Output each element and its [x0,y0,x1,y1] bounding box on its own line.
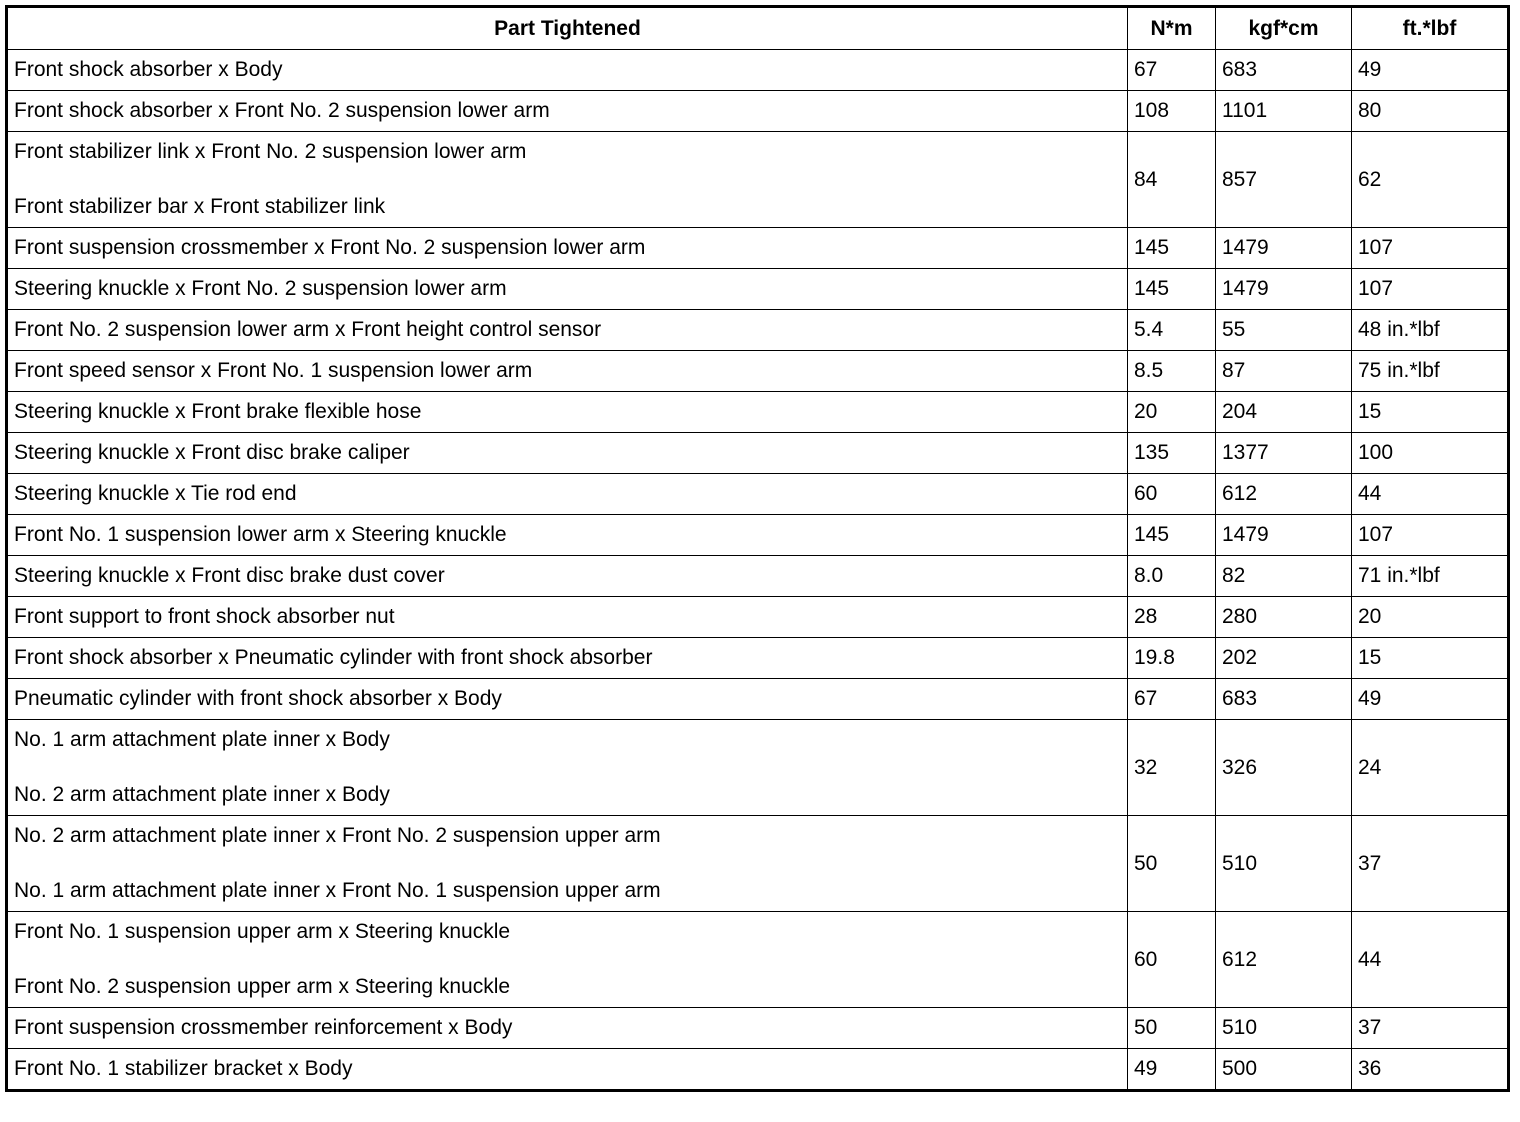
nm-cell: 108 [1128,91,1216,132]
table-row [7,720,1509,816]
nm-cell: 5.4 [1128,310,1216,351]
table-header-row [7,7,1509,50]
table-row [7,1049,1509,1091]
part-name: Front support to front shock absorber nut [14,605,395,628]
kgfcm-cell: 1479 [1216,228,1352,269]
part-name: Front stabilizer link x Front No. 2 suspension lower arm [14,140,527,163]
header-nm: N*m [1128,7,1216,50]
part-tightened-cell [7,433,1128,474]
ftlbf-cell: 80 [1352,91,1509,132]
part-name: Front No. 2 suspension lower arm x Front height control sensor [14,318,602,341]
torque-specification-table [5,5,1510,1092]
ftlbf-cell: 24 [1352,720,1509,816]
ftlbf-cell: 49 [1352,50,1509,91]
table-row [7,597,1509,638]
nm-cell: 8.0 [1128,556,1216,597]
ftlbf-cell: 107 [1352,515,1509,556]
part-tightened-cell [7,1008,1128,1049]
part-tightened-cell [7,515,1128,556]
nm-cell: 135 [1128,433,1216,474]
nm-cell: 8.5 [1128,351,1216,392]
table-row [7,556,1509,597]
part-tightened-cell [7,474,1128,515]
part-name: Front No. 1 suspension lower arm x Steering knuckle [14,523,507,546]
kgfcm-cell: 857 [1216,132,1352,228]
part-name: No. 2 arm attachment plate inner x Body [14,783,390,806]
kgfcm-cell: 1479 [1216,269,1352,310]
table-row [7,310,1509,351]
ftlbf-cell: 15 [1352,392,1509,433]
nm-cell: 84 [1128,132,1216,228]
table-row [7,392,1509,433]
ftlbf-cell: 62 [1352,132,1509,228]
nm-cell: 67 [1128,679,1216,720]
part-tightened-cell [7,269,1128,310]
part-tightened-cell [7,50,1128,91]
part-tightened-cell [7,816,1128,912]
part-name: Front shock absorber x Body [14,58,283,81]
part-tightened-cell [7,720,1128,816]
part-name: Steering knuckle x Tie rod end [14,482,297,505]
nm-cell: 145 [1128,269,1216,310]
part-name: Steering knuckle x Front No. 2 suspension lower arm [14,277,507,300]
ftlbf-cell: 49 [1352,679,1509,720]
kgfcm-cell: 280 [1216,597,1352,638]
part-tightened-cell [7,310,1128,351]
part-tightened-cell [7,132,1128,228]
kgfcm-cell: 510 [1216,816,1352,912]
ftlbf-cell: 107 [1352,228,1509,269]
kgfcm-cell: 683 [1216,679,1352,720]
table-row [7,515,1509,556]
part-name: Front shock absorber x Front No. 2 suspension lower arm [14,99,550,122]
ftlbf-cell: 75 in.*lbf [1352,351,1509,392]
part-name: Front shock absorber x Pneumatic cylinder with front shock absorber [14,646,653,669]
part-tightened-cell [7,351,1128,392]
nm-cell: 60 [1128,474,1216,515]
table-row [7,1008,1509,1049]
ftlbf-cell: 44 [1352,474,1509,515]
part-name: Front speed sensor x Front No. 1 suspension lower arm [14,359,533,382]
nm-cell: 28 [1128,597,1216,638]
table-row [7,50,1509,91]
ftlbf-cell: 37 [1352,816,1509,912]
kgfcm-cell: 1101 [1216,91,1352,132]
part-name: Steering knuckle x Front disc brake caliper [14,441,410,464]
ftlbf-cell: 37 [1352,1008,1509,1049]
header-ftlbf: ft.*lbf [1352,7,1509,50]
part-tightened-cell [7,912,1128,1008]
nm-cell: 145 [1128,228,1216,269]
part-tightened-cell [7,1049,1128,1091]
kgfcm-cell: 326 [1216,720,1352,816]
part-name: Front suspension crossmember reinforcement x Body [14,1016,513,1039]
table-row [7,638,1509,679]
table-row [7,269,1509,310]
kgfcm-cell: 87 [1216,351,1352,392]
header-kgfcm: kgf*cm [1216,7,1352,50]
ftlbf-cell: 20 [1352,597,1509,638]
part-tightened-cell [7,597,1128,638]
part-tightened-cell [7,679,1128,720]
part-name: No. 2 arm attachment plate inner x Front No. 2 suspension upper arm [14,824,661,847]
part-name: Front stabilizer bar x Front stabilizer link [14,195,386,218]
kgfcm-cell: 683 [1216,50,1352,91]
part-name: Pneumatic cylinder with front shock absorber x Body [14,687,502,710]
ftlbf-cell: 36 [1352,1049,1509,1091]
header-part-tightened: Part Tightened [7,7,1128,50]
part-tightened-cell [7,91,1128,132]
table-row [7,351,1509,392]
part-tightened-cell [7,556,1128,597]
table-row [7,474,1509,515]
ftlbf-cell: 48 in.*lbf [1352,310,1509,351]
part-name: Steering knuckle x Front brake flexible hose [14,400,422,423]
nm-cell: 67 [1128,50,1216,91]
ftlbf-cell: 71 in.*lbf [1352,556,1509,597]
ftlbf-cell: 107 [1352,269,1509,310]
part-name: Front No. 1 stabilizer bracket x Body [14,1057,353,1080]
ftlbf-cell: 100 [1352,433,1509,474]
part-name: Front No. 1 suspension upper arm x Steering knuckle [14,920,511,943]
kgfcm-cell: 1377 [1216,433,1352,474]
kgfcm-cell: 82 [1216,556,1352,597]
nm-cell: 32 [1128,720,1216,816]
part-tightened-cell [7,638,1128,679]
ftlbf-cell: 44 [1352,912,1509,1008]
part-tightened-cell [7,392,1128,433]
kgfcm-cell: 612 [1216,474,1352,515]
part-name: Steering knuckle x Front disc brake dust cover [14,564,445,587]
table-row [7,816,1509,912]
table-row [7,228,1509,269]
ftlbf-cell: 15 [1352,638,1509,679]
nm-cell: 50 [1128,1008,1216,1049]
nm-cell: 49 [1128,1049,1216,1091]
part-name: No. 1 arm attachment plate inner x Front No. 1 suspension upper arm [14,879,661,902]
nm-cell: 50 [1128,816,1216,912]
part-name: Front suspension crossmember x Front No. 2 suspension lower arm [14,236,646,259]
table-row [7,132,1509,228]
part-name: No. 1 arm attachment plate inner x Body [14,728,390,751]
nm-cell: 60 [1128,912,1216,1008]
part-name: Front No. 2 suspension upper arm x Steering knuckle [14,975,511,998]
kgfcm-cell: 510 [1216,1008,1352,1049]
kgfcm-cell: 1479 [1216,515,1352,556]
nm-cell: 19.8 [1128,638,1216,679]
kgfcm-cell: 612 [1216,912,1352,1008]
table-row [7,433,1509,474]
part-tightened-cell [7,228,1128,269]
kgfcm-cell: 500 [1216,1049,1352,1091]
nm-cell: 20 [1128,392,1216,433]
kgfcm-cell: 202 [1216,638,1352,679]
kgfcm-cell: 204 [1216,392,1352,433]
table-row [7,679,1509,720]
table-row [7,912,1509,1008]
table-row [7,91,1509,132]
nm-cell: 145 [1128,515,1216,556]
kgfcm-cell: 55 [1216,310,1352,351]
